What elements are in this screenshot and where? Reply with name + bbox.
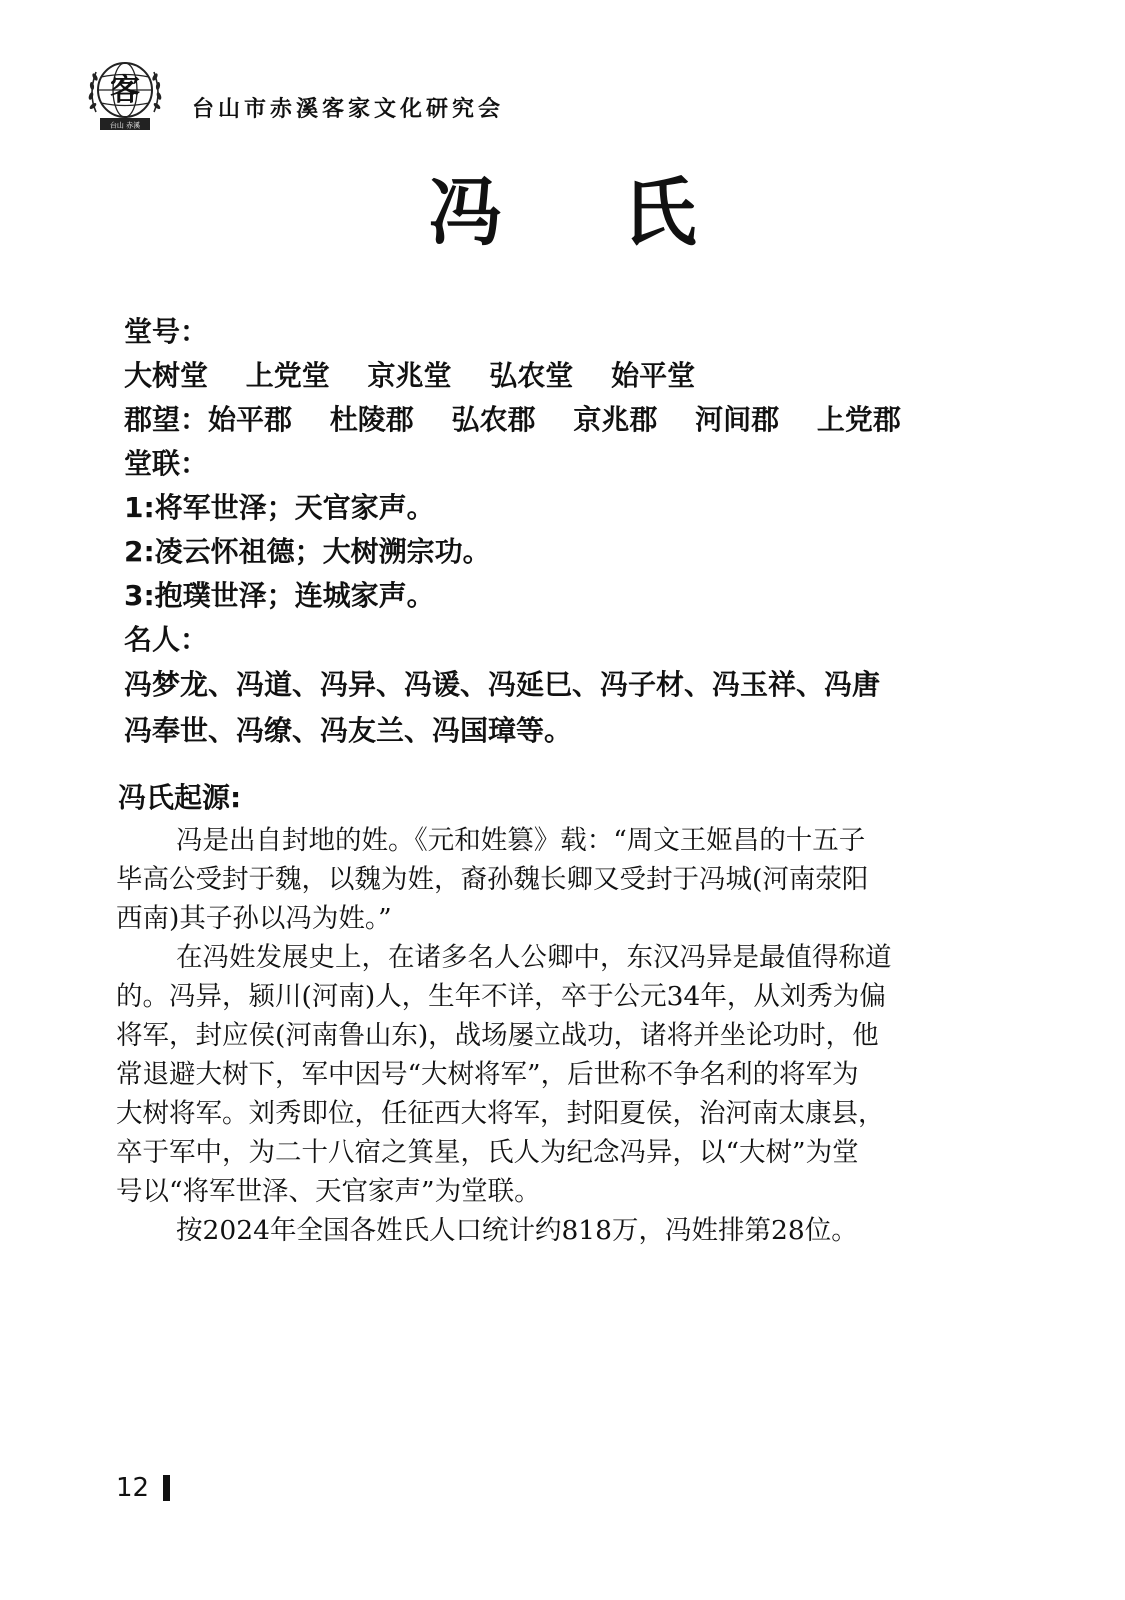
origin-heading: 冯氏起源:	[118, 781, 242, 814]
junwang-item: 河间郡	[695, 403, 780, 436]
emblem-glyph: 客	[110, 73, 140, 108]
junwang-item: 京兆郡	[573, 403, 658, 436]
origin-line: 按2024年全国各姓氏人口统计约818万，冯姓排第28位。	[176, 1215, 858, 1246]
mingren-list	[124, 662, 1024, 754]
junwang-label: 郡望：	[124, 403, 209, 436]
association-emblem-icon	[82, 50, 168, 136]
tanghao-item: 始平堂	[611, 359, 696, 392]
origin-line: 在冯姓发展史上，在诸多名人公卿中，东汉冯异是最值得称道	[176, 942, 892, 973]
origin-body	[116, 821, 976, 1250]
mingren-label: 名人：	[124, 623, 209, 656]
page-number-bar	[163, 1475, 170, 1501]
origin-line: 大树将军。刘秀即位，任征西大将军，封阳夏侯，治河南太康县，	[116, 1098, 885, 1129]
origin-line: 毕高公受封于魏，以魏为姓，裔孙魏长卿又受封于冯城(河南荥阳	[116, 864, 869, 895]
tanghao-list	[124, 354, 1024, 398]
origin-line: 冯是出自封地的姓。《元和姓篡》载：“周文王姬昌的十五子	[176, 825, 866, 856]
origin-line: 的。冯异，颍川(河南)人，生年不详，卒于公元34年，从刘秀为偏	[116, 981, 886, 1012]
page-footer	[116, 1470, 170, 1510]
tanglian-line: 2:凌云怀祖德；大树溯宗功。	[124, 535, 491, 568]
tanghao-item: 弘农堂	[489, 359, 574, 392]
junwang-line	[124, 398, 1024, 442]
origin-line: 西南)其子孙以冯为姓。”	[116, 903, 392, 934]
page-header	[82, 50, 682, 140]
origin-line: 号以“将军世泽、天官家声”为堂联。	[116, 1176, 541, 1207]
tanghao-item: 上党堂	[245, 359, 330, 392]
tanglian-line: 3:抱璞世泽；连城家声。	[124, 579, 435, 612]
origin-line: 卒于军中，为二十八宿之箕星，氏人为纪念冯异，以“大树”为堂	[116, 1137, 859, 1168]
junwang-item: 弘农郡	[451, 403, 536, 436]
clan-info	[124, 310, 1024, 754]
junwang-item: 杜陵郡	[329, 403, 414, 436]
junwang-item: 上党郡	[816, 403, 901, 436]
title-char-surname: 冯	[428, 170, 503, 256]
tanglian-line: 1:将军世泽；天官家声。	[124, 491, 435, 524]
tanglian-label: 堂联：	[124, 447, 209, 480]
emblem-ribbon-text: 台山 赤溪	[109, 121, 141, 130]
page-title	[0, 168, 1125, 258]
organization-name: 台山市赤溪客家文化研究会	[192, 96, 505, 122]
page-number: 12	[116, 1473, 150, 1503]
origin-line: 将军，封应侯(河南鲁山东)，战场屡立战功，诸将并坐论功时，他	[116, 1020, 879, 1051]
tanghao-item: 大树堂	[124, 359, 209, 392]
junwang-item: 始平郡	[208, 403, 293, 436]
origin-line: 常退避大树下，军中因号“大树将军”，后世称不争名利的将军为	[116, 1059, 859, 1090]
title-char-clan: 氏	[622, 170, 697, 256]
mingren-line: 冯奉世、冯缭、冯友兰、冯国璋等。	[124, 714, 573, 747]
tanghao-item: 京兆堂	[367, 359, 452, 392]
mingren-line: 冯梦龙、冯道、冯异、冯谖、冯延巳、冯子材、冯玉祥、冯唐	[124, 668, 881, 701]
tanghao-label: 堂号：	[124, 315, 209, 348]
